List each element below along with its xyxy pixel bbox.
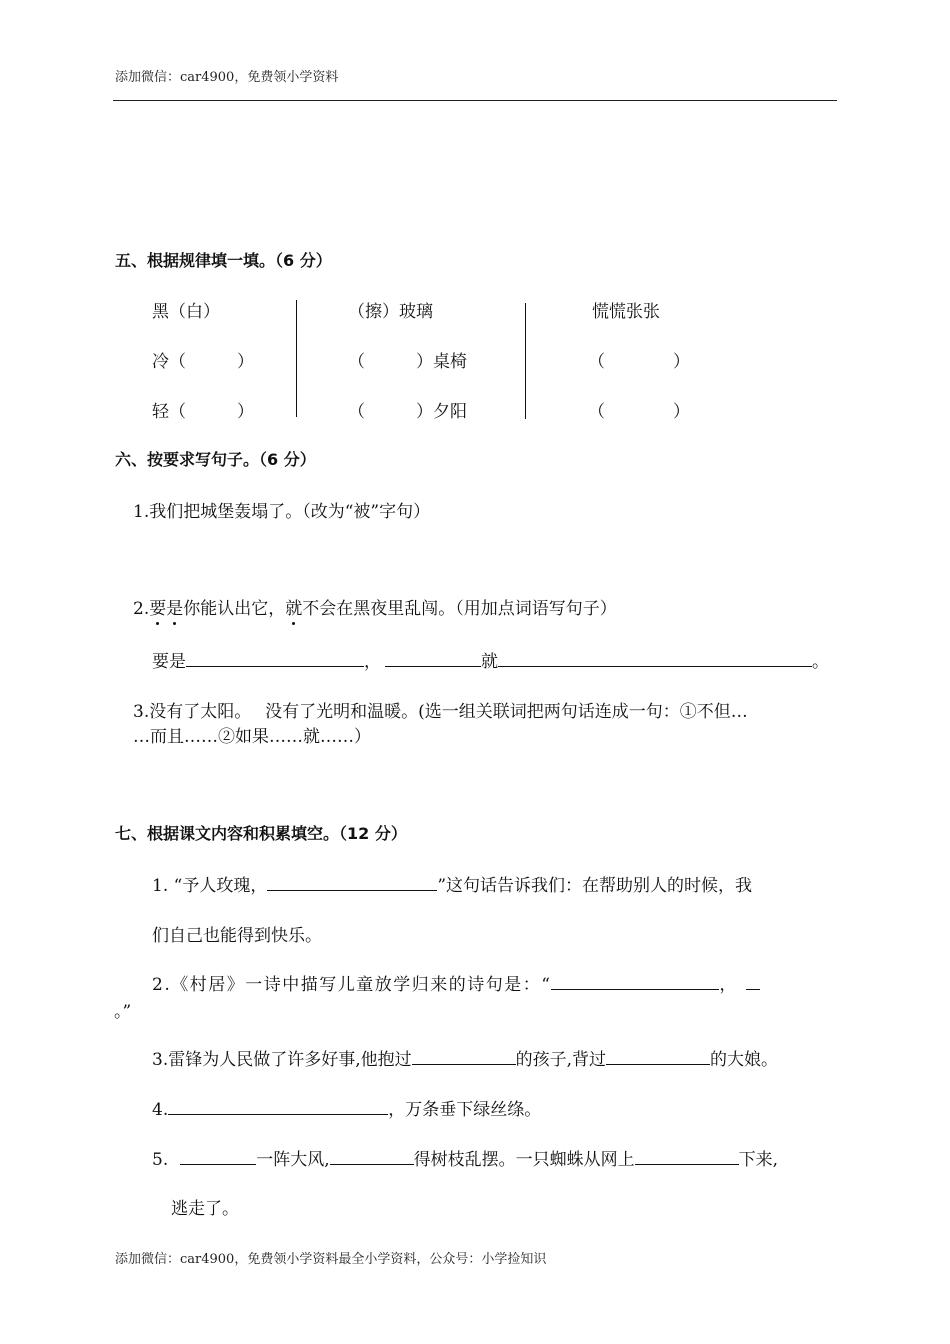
answer-comma: ， bbox=[364, 652, 381, 672]
question-6-2 bbox=[133, 594, 617, 619]
header-divider bbox=[113, 100, 837, 101]
col2-item: （ ）夕阳 bbox=[348, 402, 467, 422]
page-header: 添加微信：car4900，免费领小学资料 bbox=[115, 70, 339, 85]
dotted-word: 就 bbox=[285, 594, 302, 619]
answer-blank[interactable] bbox=[412, 1046, 516, 1065]
answer-blank[interactable] bbox=[385, 648, 481, 667]
answer-blank[interactable] bbox=[551, 971, 719, 990]
q7-5-text: 一阵大风, bbox=[256, 1150, 330, 1170]
q7-3-text: 3.雷锋为人民做了许多好事,他抱过 bbox=[152, 1050, 412, 1070]
q7-5-text: 下来, bbox=[738, 1150, 779, 1170]
q7-5-text: 5. bbox=[152, 1150, 169, 1170]
question-6-1: 1.我们把城堡轰塌了。（改为“被”字句） bbox=[133, 502, 431, 522]
answer-blank[interactable] bbox=[635, 1146, 739, 1165]
answer-blank[interactable] bbox=[267, 872, 437, 891]
q7-4-text: 4. bbox=[152, 1100, 169, 1120]
q7-5-text: 得树枝乱摆。一只蜘蛛从网上 bbox=[413, 1150, 635, 1170]
answer-line-6-2 bbox=[152, 647, 829, 672]
question-6-3-line2: …而且……②如果……就……） bbox=[133, 727, 371, 747]
answer-blank[interactable] bbox=[746, 971, 760, 990]
col2-item: （ ）桌椅 bbox=[348, 352, 467, 372]
q7-3-text: 的孩子,背过 bbox=[515, 1050, 607, 1070]
section-7-title: 七、根据课文内容和积累填空。（12 分） bbox=[115, 824, 407, 843]
answer-jiu: 就 bbox=[481, 652, 498, 672]
answer-end: 。 bbox=[812, 652, 829, 672]
question-7-5 bbox=[152, 1145, 778, 1170]
q7-3-text: 的大娘。 bbox=[710, 1050, 779, 1070]
question-7-5-cont: 逃走了。 bbox=[171, 1199, 239, 1219]
col1-item: 冷（ ） bbox=[152, 352, 254, 372]
q2-text: 不会在黑夜里乱闯。（用加点词语写句子） bbox=[302, 599, 617, 619]
col3-item: 慌慌张张 bbox=[592, 302, 660, 322]
col1-item: 黑（白） bbox=[152, 302, 220, 322]
question-7-2 bbox=[152, 970, 760, 995]
q7-1-text: ”这句话告诉我们：在帮助别人的时候，我 bbox=[437, 876, 753, 896]
answer-blank[interactable] bbox=[498, 648, 812, 667]
answer-blank[interactable] bbox=[330, 1146, 414, 1165]
q2-num: 2. bbox=[133, 599, 150, 619]
dotted-word: 是 bbox=[166, 594, 183, 619]
question-7-4 bbox=[152, 1095, 541, 1120]
answer-blank[interactable] bbox=[186, 648, 364, 667]
answer-prefix: 要是 bbox=[152, 652, 186, 672]
column-divider bbox=[525, 303, 526, 419]
page-footer: 添加微信：car4900，免费领小学资料最全小学资料，公众号：小学捡知识 bbox=[115, 1252, 547, 1267]
dotted-word: 要 bbox=[149, 594, 166, 619]
q7-2-text: ， bbox=[719, 975, 738, 995]
answer-blank[interactable] bbox=[180, 1146, 256, 1165]
section-5-title: 五、根据规律填一填。（6 分） bbox=[115, 251, 332, 270]
answer-blank[interactable] bbox=[606, 1046, 710, 1065]
question-7-1-cont: 们自己也能得到快乐。 bbox=[152, 926, 322, 946]
q7-1-text: 1. “予人玫瑰， bbox=[152, 876, 268, 896]
section-6-title: 六、按要求写句子。（6 分） bbox=[115, 450, 316, 469]
col1-item: 轻（ ） bbox=[152, 402, 254, 422]
q7-2-text: 2.《村居》一诗中描写儿童放学归来的诗句是：“ bbox=[152, 975, 552, 995]
col3-item: （ ） bbox=[588, 352, 690, 372]
col2-item: （擦）玻璃 bbox=[348, 302, 433, 322]
question-7-1 bbox=[152, 871, 752, 896]
column-divider bbox=[296, 300, 297, 417]
question-7-3 bbox=[152, 1045, 778, 1070]
q7-4-text: ，万条垂下绿丝绦。 bbox=[388, 1100, 542, 1120]
question-6-3-line1: 3.没有了太阳。 没有了光明和温暖。(选一组关联词把两句话连成一句：①不但… bbox=[133, 702, 748, 722]
col3-item: （ ） bbox=[588, 402, 690, 422]
q2-text: 你能认出它， bbox=[183, 599, 286, 619]
answer-blank[interactable] bbox=[168, 1096, 388, 1115]
question-7-2-end: 。” bbox=[114, 1002, 132, 1022]
